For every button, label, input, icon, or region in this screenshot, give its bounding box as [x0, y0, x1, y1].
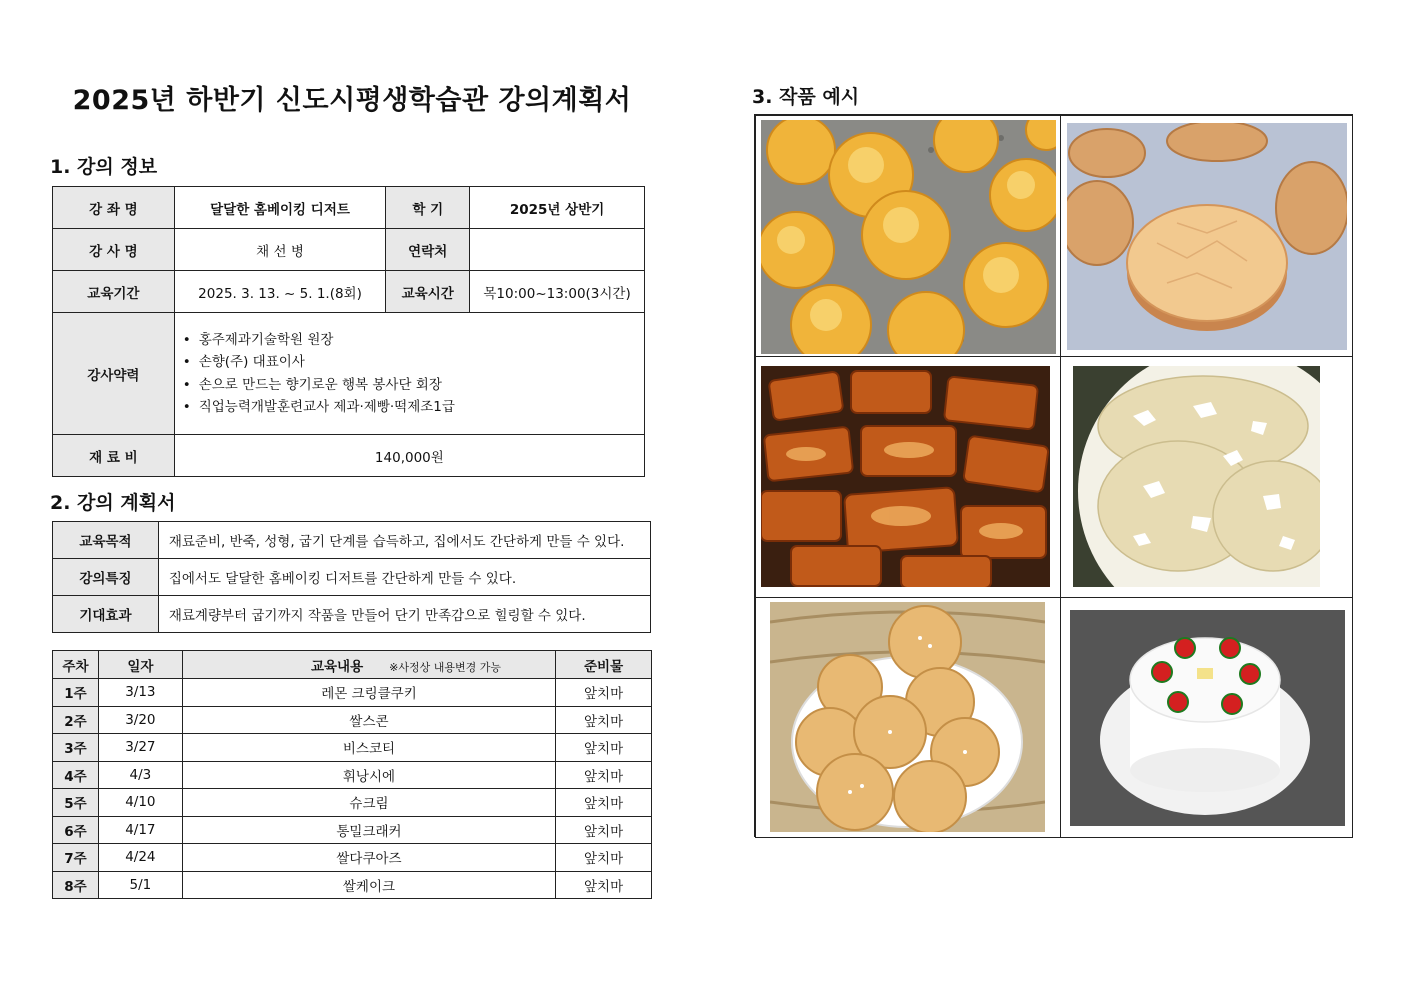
- feature-label: 강의특징: [53, 559, 159, 596]
- section-title-course-plan: 2. 강의 계획서: [50, 492, 176, 514]
- instructor-label: 강 사 명: [53, 229, 175, 271]
- week-cell: 8주: [53, 871, 99, 899]
- prep-cell: 앞치마: [556, 844, 652, 872]
- date-cell: 3/20: [98, 706, 182, 734]
- course-info-table: [52, 186, 645, 477]
- weekly-schedule-table: [52, 650, 652, 899]
- content-cell: 레몬 크링클쿠키: [182, 679, 555, 707]
- career-list-cell: [174, 313, 644, 435]
- course-name-label: 강 좌 명: [53, 187, 175, 229]
- date-cell: 3/13: [98, 679, 182, 707]
- prep-cell: 앞치마: [556, 789, 652, 817]
- prep-cell: 앞치마: [556, 816, 652, 844]
- date-cell: 4/17: [98, 816, 182, 844]
- content-header: [182, 651, 555, 679]
- prep-cell: 앞치마: [556, 871, 652, 899]
- effect-label: 기대효과: [53, 596, 159, 633]
- course-plan-table: [52, 521, 651, 633]
- week-cell: 4주: [53, 761, 99, 789]
- table-row: [53, 734, 652, 762]
- prep-cell: 앞치마: [556, 706, 652, 734]
- date-header: 일자: [98, 651, 182, 679]
- week-cell: 6주: [53, 816, 99, 844]
- period-label: 교육기간: [53, 271, 175, 313]
- goal-value: 재료준비, 반죽, 성형, 굽기 단계를 습득하고, 집에서도 간단하게 만들 수 있다.: [158, 522, 650, 559]
- example-photo-grid: [754, 114, 1353, 837]
- content-header-label: 교육내용: [310, 658, 364, 675]
- prep-header: 준비물: [556, 651, 652, 679]
- content-cell: 통밀크래커: [182, 816, 555, 844]
- photo-cell: [1060, 356, 1353, 598]
- strawberry-cake-photo: [1070, 610, 1345, 826]
- week-cell: 7주: [53, 844, 99, 872]
- content-cell: 비스코티: [182, 734, 555, 762]
- crinkle-cookies-photo: [1073, 366, 1320, 587]
- content-cell: 휘낭시에: [182, 761, 555, 789]
- contact-label: 연락처: [386, 229, 470, 271]
- career-item: • 손향(주) 대표이사: [183, 351, 644, 374]
- table-row: [53, 871, 652, 899]
- table-row: [53, 761, 652, 789]
- schedule-header-row: [53, 651, 652, 679]
- semester-value: 2025년 상반기: [470, 187, 645, 229]
- feature-value: 집에서도 달달한 홈베이킹 디저트를 간단하게 만들 수 있다.: [158, 559, 650, 596]
- section-title-examples: 3. 작품 예시: [752, 86, 860, 108]
- crackers-photo: [770, 602, 1045, 832]
- course-name-value: 달달한 홈베이킹 디저트: [174, 187, 386, 229]
- financiers-photo: [761, 366, 1050, 587]
- document-title: 2025년 하반기 신도시평생학습관 강의계획서: [72, 85, 632, 116]
- goal-label: 교육목적: [53, 522, 159, 559]
- table-row: [53, 679, 652, 707]
- content-cell: 쌀스콘: [182, 706, 555, 734]
- date-cell: 4/24: [98, 844, 182, 872]
- career-item: • 홍주제과기술학원 원장: [183, 329, 644, 352]
- table-row: [53, 789, 652, 817]
- material-fee-label: 재 료 비: [53, 435, 175, 477]
- dacquoise-photo: [1067, 123, 1347, 350]
- week-cell: 1주: [53, 679, 99, 707]
- date-cell: 3/27: [98, 734, 182, 762]
- material-fee-value: 140,000원: [174, 435, 644, 477]
- career-item: • 직업능력개발훈련교사 제과·제빵·떡제조1급: [183, 396, 644, 419]
- content-cell: 슈크림: [182, 789, 555, 817]
- table-row: [53, 844, 652, 872]
- week-cell: 5주: [53, 789, 99, 817]
- table-row: [53, 706, 652, 734]
- week-cell: 2주: [53, 706, 99, 734]
- week-cell: 3주: [53, 734, 99, 762]
- contact-value: [470, 229, 645, 271]
- prep-cell: 앞치마: [556, 734, 652, 762]
- photo-cell: [755, 597, 1061, 838]
- date-cell: 5/1: [98, 871, 182, 899]
- section-title-course-info: 1. 강의 정보: [50, 156, 158, 178]
- instructor-value: 채 선 병: [174, 229, 386, 271]
- photo-cell: [1060, 115, 1353, 357]
- date-cell: 4/10: [98, 789, 182, 817]
- photo-cell: [755, 115, 1061, 357]
- career-label: 강사약력: [53, 313, 175, 435]
- class-time-value: 목10:00~13:00(3시간): [470, 271, 645, 313]
- table-row: [53, 816, 652, 844]
- content-cell: 쌀다쿠아즈: [182, 844, 555, 872]
- content-change-note: ※사정상 내용변경 가능: [389, 660, 501, 674]
- photo-cell: [1060, 597, 1353, 838]
- date-cell: 4/3: [98, 761, 182, 789]
- class-time-label: 교육시간: [386, 271, 470, 313]
- photo-cell: [755, 356, 1061, 598]
- effect-value: 재료계량부터 굽기까지 작품을 만들어 단기 만족감으로 힐링할 수 있다.: [158, 596, 650, 633]
- prep-cell: 앞치마: [556, 761, 652, 789]
- semester-label: 학 기: [386, 187, 470, 229]
- cream-puffs-photo: [761, 120, 1056, 354]
- period-value: 2025. 3. 13. ~ 5. 1.(8회): [174, 271, 386, 313]
- career-item: • 손으로 만드는 향기로운 행복 봉사단 회장: [183, 374, 644, 397]
- career-list: [183, 329, 644, 419]
- prep-cell: 앞치마: [556, 679, 652, 707]
- content-cell: 쌀케이크: [182, 871, 555, 899]
- week-header: 주차: [53, 651, 99, 679]
